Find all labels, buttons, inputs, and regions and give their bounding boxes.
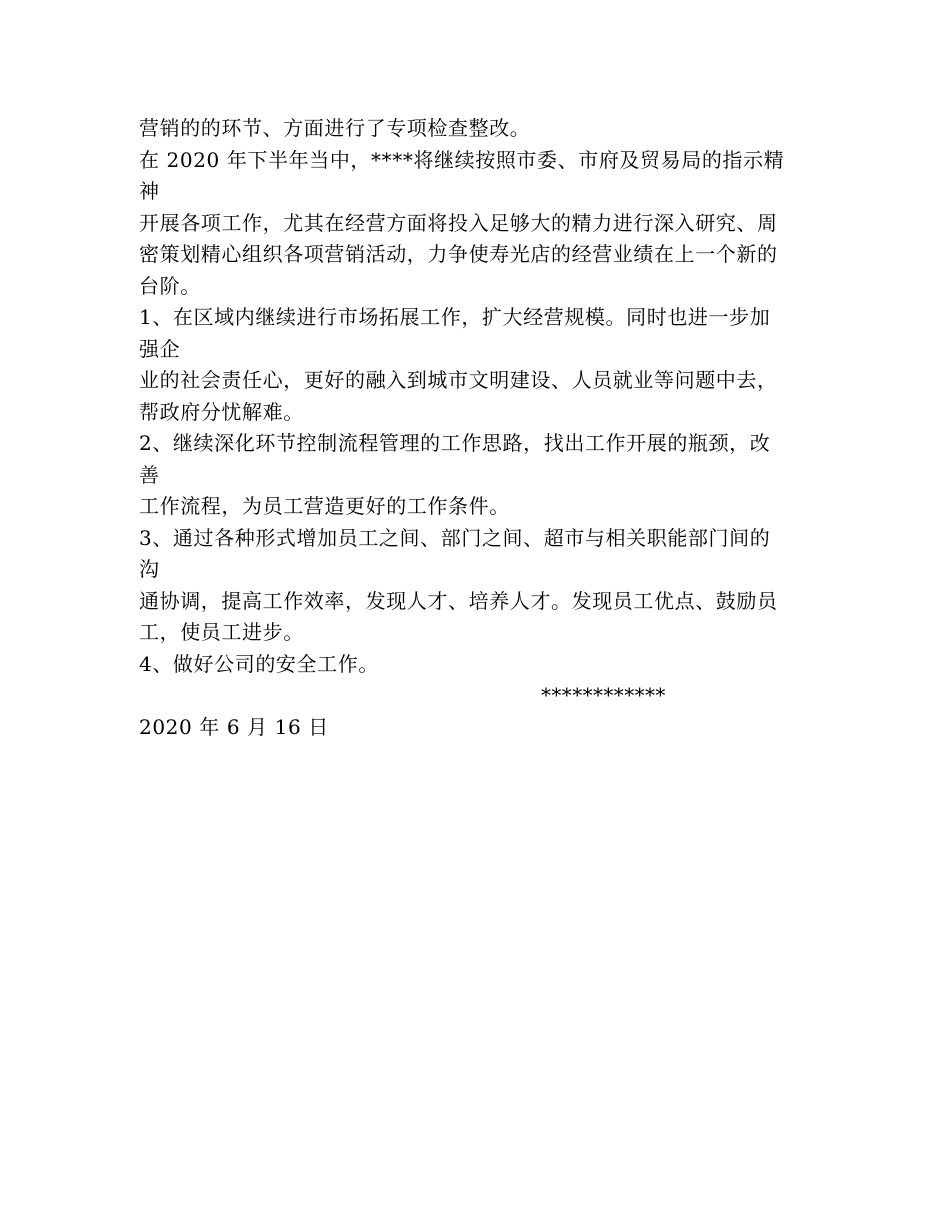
document-body: [139, 113, 819, 743]
document-date: 2020 年 6 月 16 日: [139, 714, 329, 739]
text-line: 工作流程，为员工营造更好的工作条件。: [139, 494, 510, 518]
text-line: 营销的的环节、方面进行了专项检查整改。: [139, 116, 531, 140]
text-line: 密策划精心组织各项营销活动，力争使寿光店的经营业绩在上一个新的: [139, 242, 778, 266]
text-line: 工，使员工进步。: [139, 620, 304, 644]
text-line: 台阶。: [139, 273, 201, 298]
signature: ************: [541, 683, 666, 707]
text-line: 4、做好公司的安全工作。: [139, 651, 379, 676]
text-line: 1、在区域内继续进行市场拓展工作，扩大经营规模。同时也进一步加: [139, 305, 771, 329]
text-line: 通协调，提高工作效率，发现人才、培养人才。发现员工优点、鼓励员: [139, 588, 778, 613]
text-line: 业的社会责任心，更好的融入到城市文明建设、人员就业等问题中去，: [139, 368, 778, 392]
text-line: 神: [139, 179, 160, 203]
text-line: 强企: [139, 336, 181, 361]
text-line: 沟: [139, 557, 160, 581]
text-line: 帮政府分忧解难。: [139, 399, 304, 424]
text-line: 2、继续深化环节控制流程管理的工作思路，找出工作开展的瓶颈，改: [139, 431, 771, 455]
text-line: 善: [139, 462, 160, 487]
text-line: 3、通过各种形式增加员工之间、部门之间、超市与相关职能部门间的: [139, 525, 771, 550]
text-line: 开展各项工作，尤其在经营方面将投入足够大的精力进行深入研究、周: [139, 210, 778, 235]
text-line: 在 2020 年下半年当中，****将继续按照市委、市府及贸易局的指示精: [139, 147, 785, 172]
